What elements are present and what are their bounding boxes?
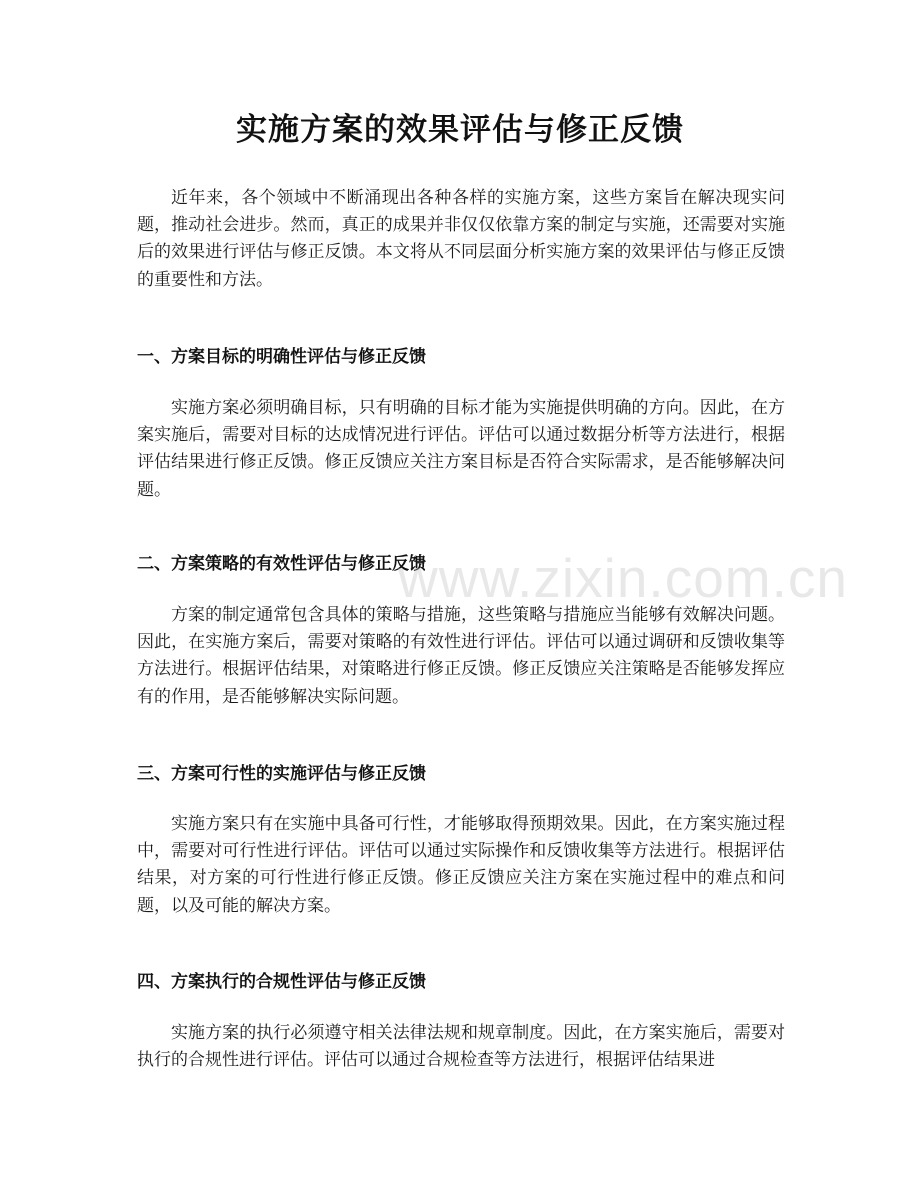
document-title: 实施方案的效果评估与修正反馈 [236,112,684,148]
section-heading-4: 四、方案执行的合规性评估与修正反馈 [137,972,426,992]
section-heading-2: 二、方案策略的有效性评估与修正反馈 [137,554,426,574]
section-body-1: 实施方案必须明确目标，只有明确的目标才能为实施提供明确的方向。因此，在方案实施后，需要对目标的达成情况进行评估。评估可以通过数据分析等方法进行，根据评估结果进行修正反馈。修正反馈应关注方案目标是否符合实际需求，是否能够解决问题。 [137,398,785,500]
section-body-2: 方案的制定通常包含具体的策略与措施，这些策略与措施应当能够有效解决问题。因此，在实施方案后，需要对策略的有效性进行评估。评估可以通过调研和反馈收集等方法进行。根据评估结果，对策略进行修正反馈。修正反馈应关注策略是否能够发挥应有的作用，是否能够解决实际问题。 [137,605,785,707]
section-heading-3: 三、方案可行性的实施评估与修正反馈 [137,764,426,784]
section-body-4: 实施方案的执行必须遵守相关法律法规和规章制度。因此，在方案实施后，需要对执行的合规性进行评估。评估可以通过合规检查等方法进行，根据评估结果进 [137,1023,785,1071]
intro-paragraph: 近年来，各个领域中不断涌现出各种各样的实施方案，这些方案旨在解决现实问题，推动社会进步。然而，真正的成果并非仅仅依靠方案的制定与实施，还需要对实施后的效果进行评估与修正反馈。本文将从不同层面分析实施方案的效果评估与修正反馈的重要性和方法。 [137,188,785,290]
section-body-3: 实施方案只有在实施中具备可行性，才能够取得预期效果。因此，在方案实施过程中，需要对可行性进行评估。评估可以通过实际操作和反馈收集等方法进行。根据评估结果，对方案的可行性进行修正反馈。修正反馈应关注方案在实施过程中的难点和问题，以及可能的解决方案。 [137,814,785,916]
watermark: www.zixin.com.cn [398,547,848,609]
section-heading-1: 一、方案目标的明确性评估与修正反馈 [137,347,426,367]
